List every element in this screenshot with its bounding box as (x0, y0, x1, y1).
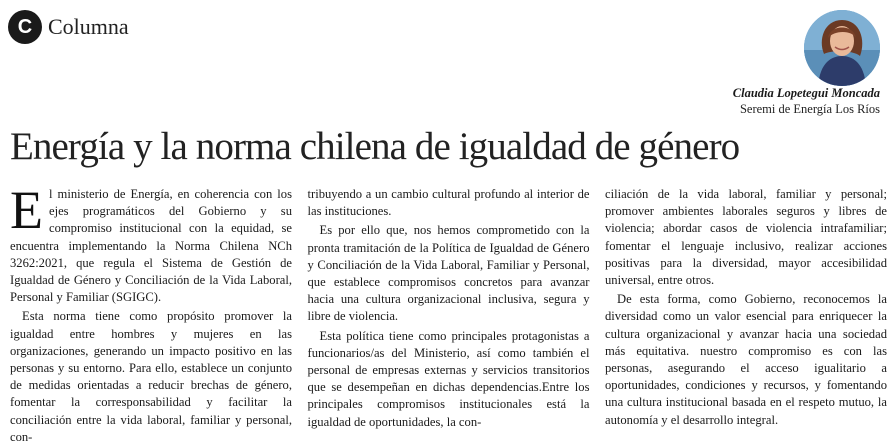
article-column-3 (605, 186, 887, 446)
section-label: Columna (48, 14, 129, 39)
author-byline (733, 85, 880, 117)
paragraph: tribuyendo a un cambio cultural profundo al interior de las instituciones. (307, 187, 590, 219)
author-role: Seremi de Energía Los Ríos (739, 102, 880, 116)
paragraph: El ministerio de Energía, en coherencia con los ejes programáticos del Gobierno y su compromiso institucional con la equidad, se encuentra implementando la Norma Chilena NCh 3262:2021, que regula el Sistema de Gestión de Igualdad de Género y Conciliación de la Vida Laboral, Personal y Familiar (SGIGC). (10, 180, 292, 305)
article-column-1 (10, 180, 292, 446)
paragraph: Esta política tiene como principales protagonistas a funcionarios/as del Ministerio, así como también el personal de empresas externas y servicios transitorios que se desempeñan en dichas dependencias.Entre los principales compromisos institucionales está la igualdad de oportunidades, la con- (307, 328, 590, 429)
section-logo: C (8, 10, 42, 44)
article-body (10, 180, 887, 446)
column-header (8, 10, 129, 44)
author-name: Claudia Lopetegui Moncada (732, 86, 880, 100)
author-photo (804, 10, 880, 86)
drop-cap: E (10, 180, 43, 240)
paragraph: De esta forma, como Gobierno, reconocemos la diversidad como un valor esencial para enriquecer la cultura organizacional y avanzar hacia una sociedad más equitativa. nuestro compromiso es con las personas, asegurando el acceso igualitario a oportunidades, condiciones y recursos, y fomentando una cultura institucional basada en el respeto mutuo, la autonomía y el desarrollo integral. (605, 292, 887, 427)
paragraph: ciliación de la vida laboral, familiar y personal; promover ambientes laborales seguros y libres de violencia; abordar casos de violencia intrafamiliar; fomentar el lenguaje inclusivo, realizar acciones positivas para la diversidad, mayor accesibilidad universal, entre otros. (605, 187, 887, 288)
paragraph: Esta norma tiene como propósito promover la igualdad entre hombres y mujeres en las organizaciones, generando un impacto positivo en las personas y su entorno. Para ello, establece un conjunto de medidas orientadas a reducir brechas de género, fomentar la corresponsabilidad y facilitar la conciliación entre la vida laboral, familiar y personal, con- (10, 309, 292, 444)
article-column-2 (308, 186, 590, 446)
headline: Energía y la norma chilena de igualdad de género (10, 125, 740, 168)
paragraph: Es por ello que, nos hemos comprometido con la pronta tramitación de la Política de Igualdad de Género y Conciliación de la Vida Laboral, Familiar y Personal, que establece compromisos concretos para avanzar hacia una cultura organizacional inclusiva, segura y libre de violencia. (307, 223, 590, 324)
